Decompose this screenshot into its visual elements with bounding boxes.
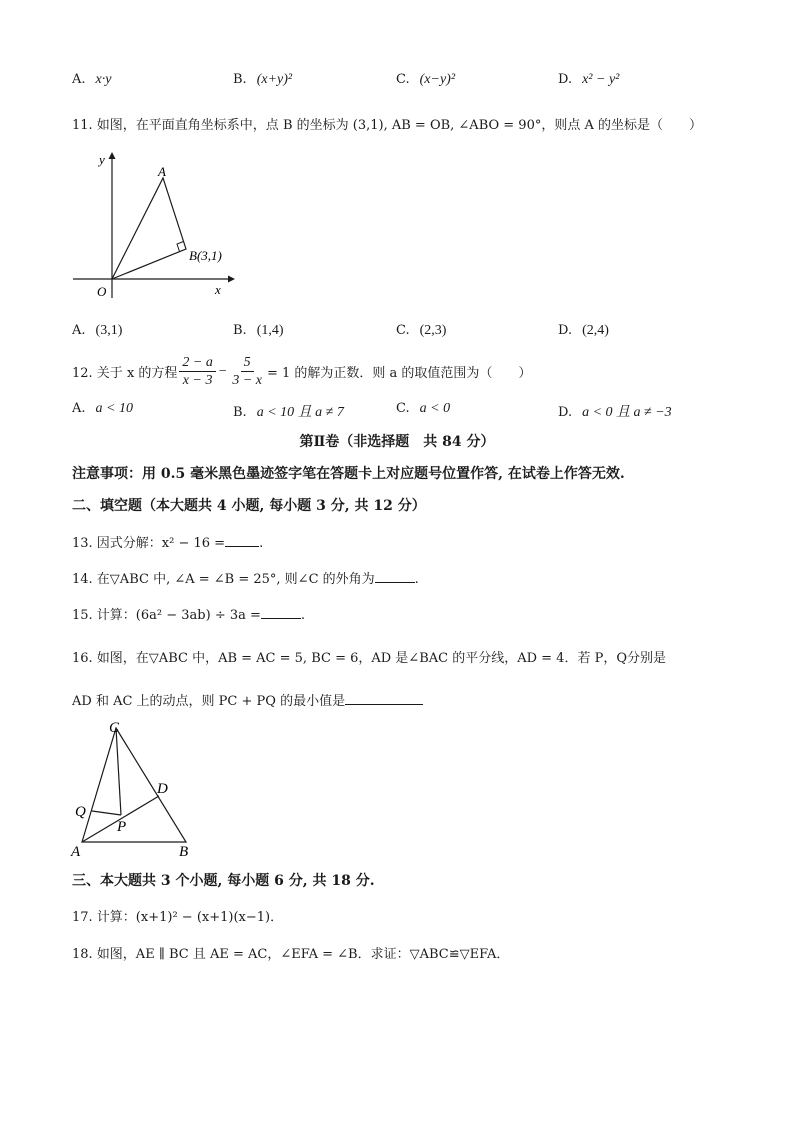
point-p-label: P: [117, 819, 127, 835]
q11-text: 11. 如图，在平面直角坐标系中，点 B 的坐标为 (3,1), AB = OB, ∠ABO = 90°，则点 A 的坐标是（ ）: [72, 118, 702, 133]
point-a-label: A: [71, 844, 81, 860]
q11-figure: [68, 148, 238, 303]
q10-option-c: C. (x−y)²: [396, 72, 456, 87]
section3-title: 三、本大题共 3 个小题, 每小题 6 分, 共 18 分.: [72, 873, 375, 889]
q10-option-b: B. (x+y)²: [233, 72, 293, 87]
section2-title: 二、填空题（本大题共 4 小题, 每小题 3 分, 共 12 分）: [72, 498, 426, 514]
q17-text: 17. 计算：(x+1)² − (x+1)(x−1)．: [72, 910, 284, 925]
triangle-abc: [82, 728, 186, 842]
q12-fraction-2: $\frac{5}{3 - x}$: [232, 355, 262, 388]
q11-option-a: A. (3,1): [72, 323, 123, 338]
q12-option-a: A. a < 10: [72, 401, 133, 416]
q16-line1: 16. 如图，在▽ABC 中，AB = AC = 5, BC = 6，AD 是∠BAC 的平分线，AD = 4．若 P，Q分别是: [72, 651, 666, 666]
q11-option-b: B. (1,4): [233, 323, 284, 338]
x-axis-label: x: [215, 282, 221, 297]
q15-text: 15. 计算：(6a² − 3ab) ÷ 3a = .: [72, 608, 306, 623]
q16-figure: [68, 716, 198, 861]
notice: 注意事项：用 0.5 毫米黑色墨迹签字笔在答题卡上对应题号位置作答, 在试卷上作答无效.: [72, 466, 625, 482]
q11-option-d: D. (2,4): [558, 323, 609, 338]
segment-pq: [92, 811, 121, 815]
q12-option-c: C. a < 0: [396, 401, 451, 416]
q12-fraction-1: $\frac{2 - a}{x - 3}$: [179, 354, 215, 389]
origin-label: O: [97, 284, 107, 299]
point-c-label: C: [109, 720, 120, 736]
q14-text: 14. 在▽ABC 中, ∠A = ∠B = 25°, 则∠C 的外角为 .: [72, 572, 419, 587]
q13-text: 13. 因式分解：x² − 16 = .: [72, 536, 264, 551]
x-axis-arrow-icon: [228, 276, 235, 283]
q12-option-b: B. a < 10 且 a ≠ 7: [233, 405, 344, 420]
q10-option-d: D. x² − y²: [558, 72, 620, 87]
q12-text: 12. 关于 x 的方程 $\frac{2 - a}{x - 3}$ − $\frac{5}{3 - x}$ = 1 的解为正数．则 a 的取值范围为（ ）: [72, 355, 532, 388]
part2-title: 第Ⅱ卷（非选择题 共 84 分）: [299, 434, 495, 450]
point-a-label: A: [158, 164, 166, 179]
point-q-label: Q: [75, 804, 86, 820]
y-axis-label: y: [99, 152, 105, 167]
q12-option-d: D. a < 0 且 a ≠ −3: [558, 405, 672, 420]
q18-text: 18. 如图，AE ∥ BC 且 AE = AC，∠EFA = ∠B．求证：▽ABC≌▽EFA．: [72, 947, 510, 962]
y-axis-arrow-icon: [109, 152, 116, 159]
answer-blank[interactable]: [261, 606, 301, 619]
point-b-label: B: [179, 844, 189, 860]
q10-option-a: A. x·y: [72, 72, 112, 87]
q11-option-c: C. (2,3): [396, 323, 447, 338]
triangle-oab: [112, 178, 186, 279]
answer-blank[interactable]: [345, 692, 423, 705]
answer-blank[interactable]: [225, 534, 259, 547]
q16-line2: AD 和 AC 上的动点，则 PC + PQ 的最小值是: [72, 690, 423, 709]
point-d-label: D: [157, 781, 168, 797]
answer-blank[interactable]: [375, 570, 415, 583]
point-b-label: B(3,1): [189, 248, 222, 263]
segment-cp: [116, 728, 121, 815]
